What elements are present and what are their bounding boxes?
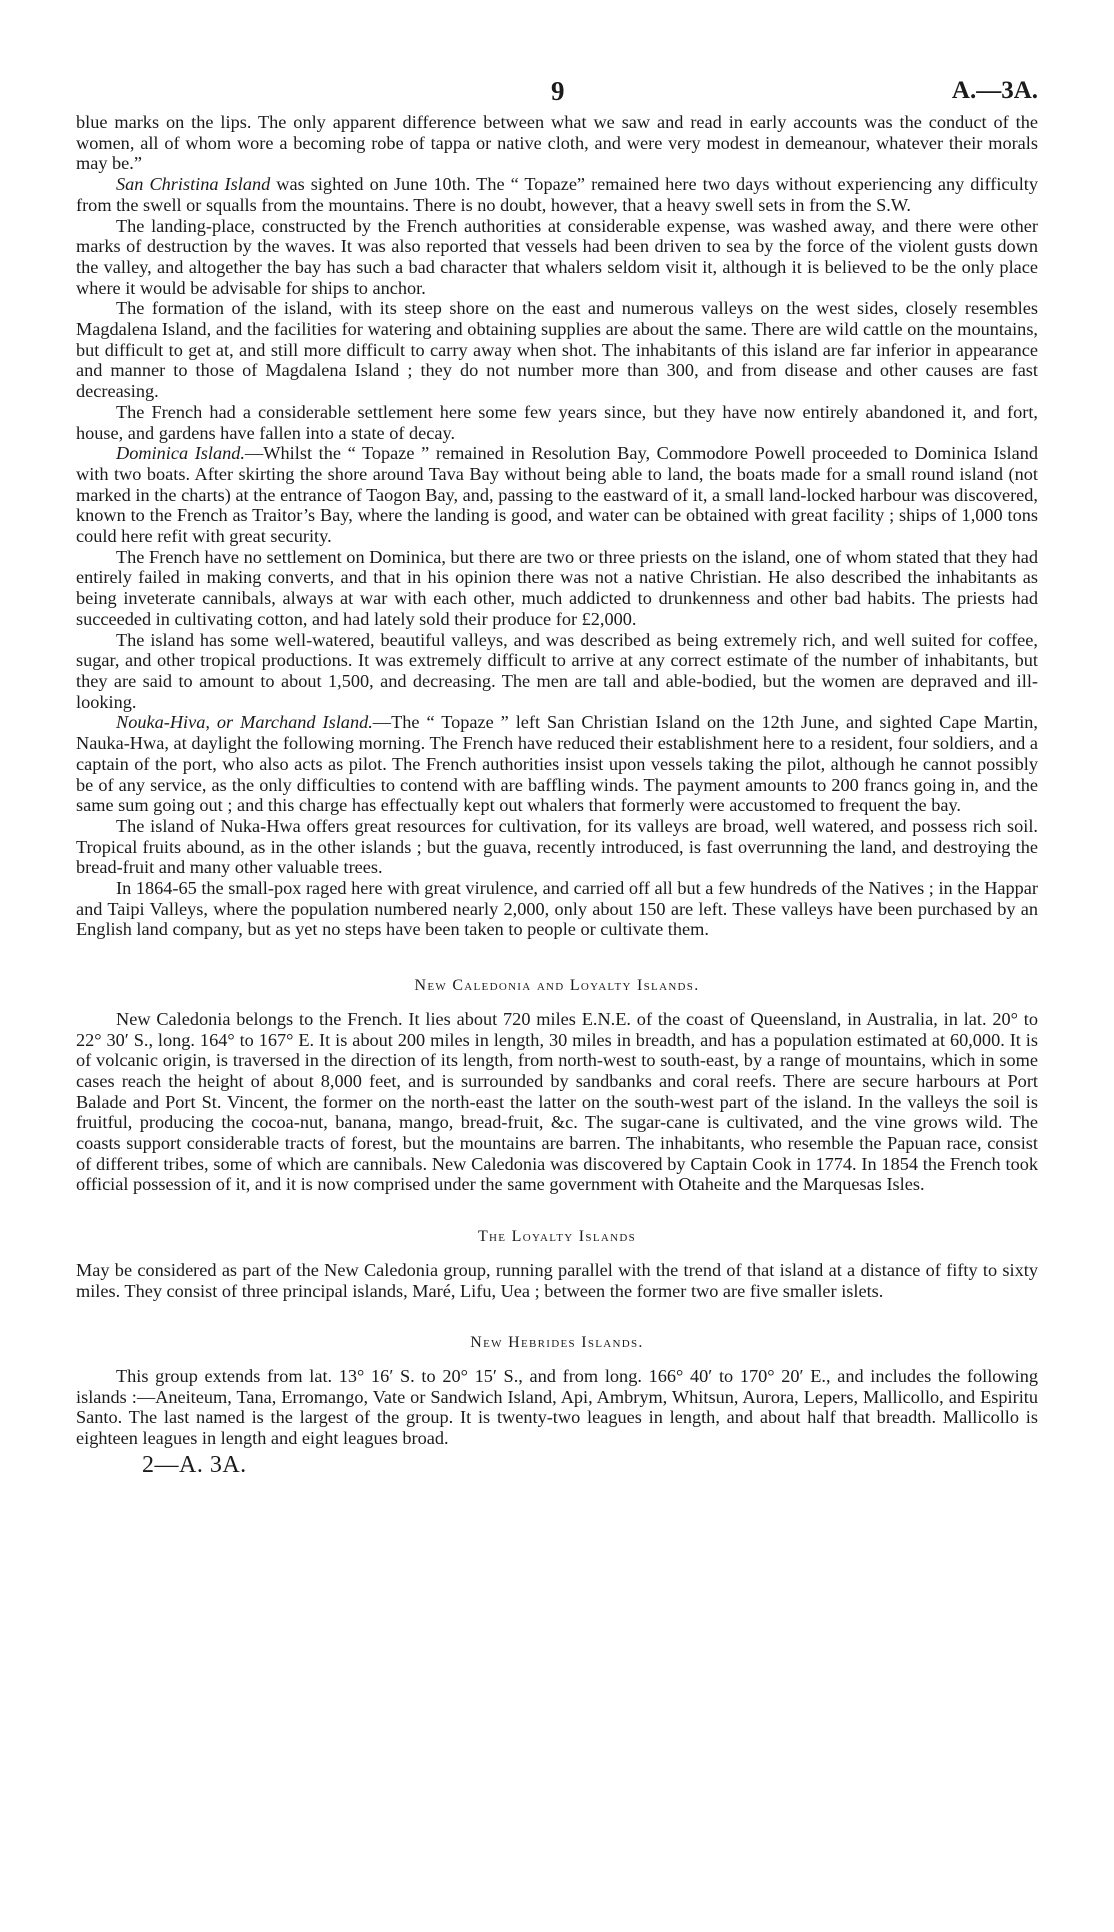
paragraph: Nouka-Hiva, or Marchand Island.—The “ Topaze ” left San Christian Island on the 12th June, and sighted Cape Martin, Nauka-Hwa, at daylight the following morning. The French have reduced their establishment here to a resident, four soldiers, and a captain of the port, who also acts as pilot. The French authorities insist upon vessels taking the pilot, although he cannot possibly be of any service, as the only difficulties to contend with are baffling winds. The payment amounts to 200 francs going in, and the same sum going out ; and this charge has effectually kept out whalers that formerly were accustomed to frequent the bay. (76, 712, 1038, 816)
paragraph: San Christina Island was sighted on June 10th. The “ Topaze” remained here two days without experiencing any difficulty from the swell or squalls from the mountains. There is no doubt, however, that a heavy swell sets in from the S.W. (76, 174, 1038, 215)
paragraph: May be considered as part of the New Caledonia group, running parallel with the trend of that island at a distance of fifty to sixty miles. They consist of three principal islands, Maré, Lifu, Uea ; between the former two are five smaller islets. (76, 1259, 1038, 1301)
paragraph: The island has some well-watered, beautiful valleys, and was described as being extremely rich, and well suited for coffee, sugar, and other tropical productions. It was extremely difficult to arrive at any correct estimate of the number of inhabitants, but they are said to amount to about 1,500, and decreasing. The men are tall and able-bodied, but the women are depraved and ill-looking. (76, 629, 1038, 712)
running-head (76, 72, 1038, 112)
section-heading: The Loyalty Islands (477, 1228, 636, 1246)
paragraph: In 1864-65 the small-pox raged here with great virulence, and carried off all but a few hundreds of the Natives ; in the Happar and Taipi Valleys, where the population numbered nearly 2,000, only about 150 are left. These valleys have been purchased by an English land company, but as yet no steps have been taken to people or cultivate them. (76, 878, 1038, 940)
paragraph: The French had a considerable settlement here some few years since, but they have now entirely abandoned it, and fort, house, and gardens have fallen into a state of decay. (76, 401, 1038, 443)
place-name: San Christina Island (116, 174, 271, 195)
paragraph: New Caledonia belongs to the French. It lies about 720 miles E.N.E. of the coast of Queensland, in Australia, in lat. 20° to 22° 30′ S., long. 164° to 167° E. It is about 200 miles in length, 30 miles in breadth, and has a population estimated at 60,000. It is of volcanic origin, is traversed in the direction of its length, from north-west to south-east, by a range of mountains, which in some cases reach the height of about 8,000 feet, and is surrounded by sandbanks and coral reefs. There are secure harbours at Port Balade and Port St. Vincent, the former on the north-east the latter on the south-west part of the island. In the valleys the soil is fruitful, producing the cocoa-nut, banana, mango, bread-fruit, &c. The sugar-cane is cultivated, and the vine grows wild. The coasts support considerable tracts of forest, but the mountains are barren. The inhabitants, who resemble the Papuan race, consist of different tribes, some of which are cannibals. New Caledonia was discovered by Captain Cook in 1774. In 1854 the French took official possession of it, and it is now comprised under the same government with Otaheite and the Marquesas Isles. (76, 1008, 1038, 1195)
signature-mark: 2—A. 3A. (142, 1451, 247, 1478)
paragraph: blue marks on the lips. The only apparent difference between what we saw and read in early accounts was the conduct of the women, all of whom wore a becoming robe of tappa or native cloth, and were very modest in demeanour, whatever their morals may be.” (76, 112, 1038, 174)
place-name: Nouka-Hiva, or Marchand Island. (116, 712, 373, 733)
page-reference: A.—3A. (951, 77, 1038, 104)
main-text (76, 112, 1038, 1478)
paragraph: The formation of the island, with its steep shore on the east and numerous valleys on the west sides, closely resembles Magdalena Island, and the facilities for watering and obtaining supplies are about the same. There are wild cattle on the mountains, but difficult to get at, and still more difficult to carry away when shot. The inhabitants of this island are far inferior in appearance and manner to those of Magdalena Island ; they do not number more than 300, and from disease and other causes are fast decreasing. (76, 298, 1038, 402)
paragraph: This group extends from lat. 13° 16′ S. to 20° 15′ S., and from long. 166° 40′ to 170° 20′ E., and includes the following islands :—Aneiteum, Tana, Erromango, Vate or Sandwich Island, Api, Ambrym, Whitsun, Aurora, Lepers, Mallicollo, and Espiritu Santo. The last named is the largest of the group. It is twenty-two leagues in length, and about half that breadth. Mallicollo is eighteen leagues in length and eight leagues broad. (76, 1365, 1038, 1449)
document-page (76, 72, 1038, 1478)
section-heading: New Hebrides Islands. (470, 1334, 644, 1352)
paragraph: Dominica Island.—Whilst the “ Topaze ” remained in Resolution Bay, Commodore Powell proceeded to Dominica Island with two boats. After skirting the shore around Tava Bay without being able to land, the boats made for a small round island (not marked in the charts) at the entrance of Taogon Bay, and, passing to the eastward of it, a small land-locked harbour was discovered, known to the French as Traitor’s Bay, where the landing is good, and water can be obtained with great facility ; ships of 1,000 tons could here refit with great security. (76, 443, 1038, 547)
paragraph: The island of Nuka-Hwa offers great resources for cultivation, for its valleys are broad, well watered, and possess rich soil. Tropical fruits abound, as in the other islands ; but the guava, recently introduced, is fast overrunning the land, and destroying the bread-fruit and many other valuable trees. (76, 815, 1038, 878)
page-number: 9 (551, 76, 565, 106)
paragraph: The French have no settlement on Dominica, but there are two or three priests on the island, one of whom stated that they had entirely failed in making converts, and that in his opinion there was not a native Christian. He also described the inhabitants as being inveterate cannibals, always at war with each other, much addicted to drunkenness and other bad habits. The priests had succeeded in cultivating cotton, and had lately sold their produce for £2,000. (76, 546, 1038, 629)
section-heading: New Caledonia and Loyalty Islands. (414, 977, 700, 995)
place-name: Dominica Island. (116, 443, 245, 464)
paragraph: The landing-place, constructed by the French authorities at considerable expense, was washed away, and there were other marks of destruction by the waves. It was also reported that vessels had been driven to sea by the force of the violent gusts down the valley, and altogether the bay has such a bad character that whalers seldom visit it, although it is believed to be the only place where it would be advisable for ships to anchor. (76, 215, 1038, 298)
